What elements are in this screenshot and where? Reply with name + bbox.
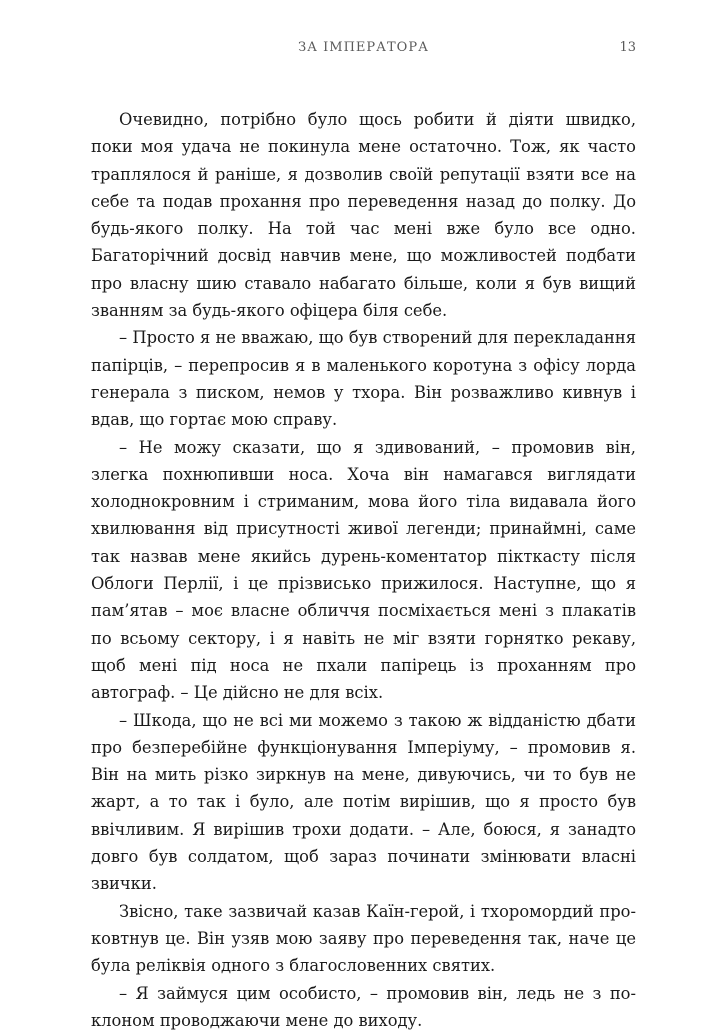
paragraph: – Я займуся цим особисто, – промовив він, ледь не з поклоном проводжаючи мене до виходу.: [91, 980, 636, 1034]
paragraph: – Просто я не вважаю, що був створений для перекладання папірців, – перепросив я в маленького коротуна з офісу лорда генерала з писком, немов у тхора. Він розважливо кивнув і вдав, що гортає мою справу.: [91, 324, 636, 433]
paragraph: – Шкода, що не всі ми можемо з такою ж відданістю дбати про безперебійне функціонування Імперіуму, – промовив я. Він на мить різко зиркнув на мене, дивуючись, чи то був не жарт, а то так і було, але потім вирішив, що я просто був ввічливим. Я вирішив трохи додати. – Але, боюся, я занадто довго був солдатом, щоб зараз починати змінювати власні звички.: [91, 707, 636, 898]
text-body: [91, 106, 636, 1034]
paragraph: Звісно, таке зазвичай казав Каїн-герой, і тхоромордий проковтнув це. Він узяв мою заяву про переведення так, наче це була реліквія одного з благословенних святих.: [91, 898, 636, 980]
paragraph: – Не можу сказати, що я здивований, – промовив він, злегка похнюпивши носа. Хоча він намагався виглядати холоднокровним і стриманим, мова його тіла видавала його хвилювання від присутності живої легенди; принаймні, саме так назвав мене якийсь дурень-коментатор пікткасту після Облоги Перлії, і це прізвисько прижилося. Наступне, що я пам’ятав – моє власне обличчя посміхається мені з плакатів по всьому сектору, і я навіть не міг взяти горнятко рекаву, щоб мені під носа не пхали папірець із проханням про автограф. – Це дійсно не для всіх.: [91, 434, 636, 707]
page-number: 13: [619, 40, 636, 55]
paragraph: Очевидно, потрібно було щось робити й діяти швидко, поки моя удача не покинула мене остаточно. Тож, як часто траплялося й раніше, я дозволив своїй репутації взяти все на себе та подав прохання про переведення назад до полку. До будь-якого полку. На той час мені вже було все одно. Багаторічний досвід навчив мене, що можливостей подбати про власну шию ставало набагато більше, коли я був вищий званням за будь-якого офіцера біля себе.: [91, 106, 636, 324]
running-title: ЗА ІМПЕРАТОРА: [91, 40, 636, 55]
running-header: [91, 40, 636, 60]
